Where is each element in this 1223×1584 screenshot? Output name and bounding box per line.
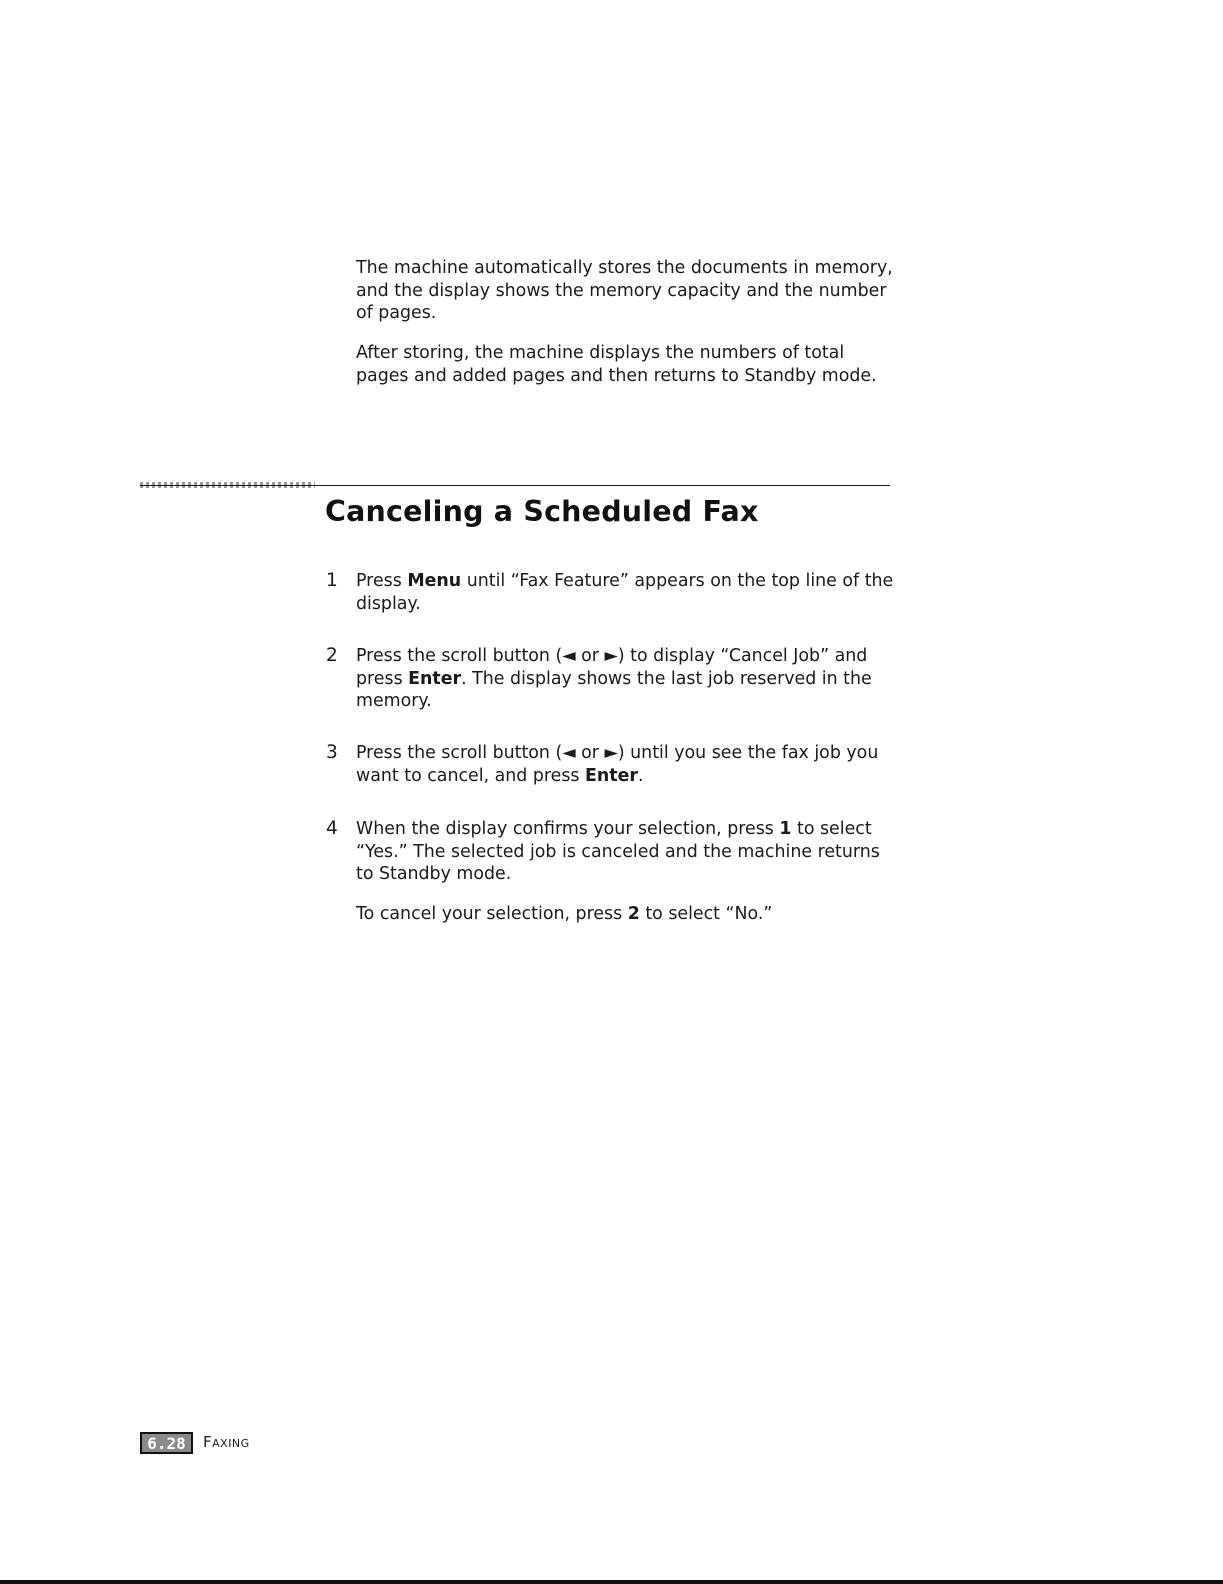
section-title: Canceling a Scheduled Fax [325, 495, 759, 528]
step-note: To cancel your selection, press 2 to select “No.” [356, 904, 773, 924]
step-text: Press the scroll button (◄ or ►) until you see the fax job you want to cancel, and press Enter. [356, 743, 879, 786]
step-number: 2 [326, 645, 338, 666]
step-number: 3 [326, 742, 338, 763]
step-text: Press Menu until “Fax Feature” appears on the top line of the display. [356, 571, 894, 614]
page-number-badge: 6.28 [140, 1432, 193, 1454]
chapter-label: Faxing [203, 1433, 250, 1451]
step-number: 4 [326, 818, 338, 839]
intro-paragraph-1: The machine automatically stores the documents in memory, and the display shows the memory capacity and the number of pages. [356, 258, 893, 323]
step-number: 1 [326, 570, 338, 591]
section-divider [140, 485, 890, 486]
step-text: Press the scroll button (◄ or ►) to display “Cancel Job” and press Enter. The display shows the last job reserved in the memory. [356, 646, 872, 711]
page-bottom-edge [0, 1580, 1223, 1584]
intro-paragraph-2: After storing, the machine displays the numbers of total pages and added pages and then returns to Standby mode. [356, 343, 877, 386]
step-text: When the display confirms your selection, press 1 to select “Yes.” The selected job is canceled and the machine returns to Standby mode. [356, 819, 880, 884]
